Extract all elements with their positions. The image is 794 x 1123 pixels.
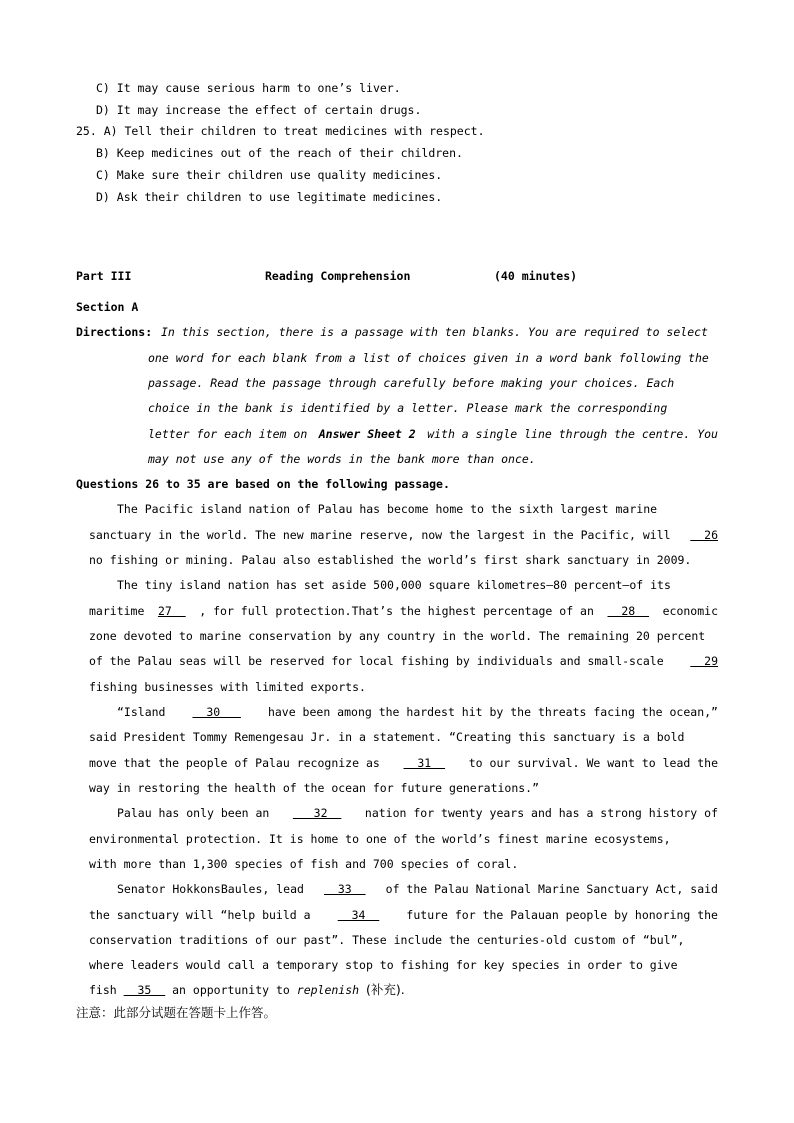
blank-27: 27 [157,604,186,618]
passage-text: of the Palau seas will be reserved for local fishing by individuals and small-scale [89,654,664,668]
passage-line [89,628,718,644]
option-24c: C) It may cause serious harm to one’s liver. [96,81,401,95]
passage-text: have been among the hardest hit by the threats facing the ocean,” [267,705,718,719]
passage-line: with more than 1,300 species of fish and 700 species of coral. [89,857,519,871]
passage-text: said President Tommy Remengesau Jr. in a statement. “Creating this sanctuary is a bold [89,730,685,744]
passage-text: future for the Palauan people by honoring the [406,908,718,922]
directions-line-2 [148,350,718,366]
blank-33: 33 [324,882,366,896]
directions-text: letter for each item on [148,427,308,441]
directions-line-5 [148,426,718,442]
passage-text: , for full protection.That’s the highest percentage of an [199,604,594,618]
part-time: (40 minutes) [494,269,578,283]
option-25c: C) Make sure their children use quality medicines. [96,168,443,182]
directions-label: Directions: [76,325,153,339]
passage-text: “Island [117,705,166,719]
passage-text: Senator HokkonsBaules, lead [117,882,304,896]
blank-26: 26 [690,528,718,542]
passage-text: nation for twenty years and has a strong history of [364,806,718,820]
passage-line [89,982,405,998]
blank-31: 31 [403,756,446,770]
directions-text: with a single line through the centre. You [427,427,718,441]
directions-text: In this section, there is a passage with ten blanks. You are required to select [161,325,708,339]
passage-text: an opportunity to [172,983,290,997]
passage-line [89,755,718,771]
passage-line [117,805,718,821]
directions-line-1 [161,324,718,340]
passage-line [89,653,718,669]
passage-line [89,603,718,619]
passage-text: move that the people of Palau recognize as [89,756,380,770]
passage-line: fishing businesses with limited exports. [89,680,366,694]
passage-text: the sanctuary will “help build a [89,908,311,922]
blank-32: 32 [292,806,342,820]
passage-text: of the Palau National Marine Sanctuary Act, said [385,882,718,896]
passage-line [89,831,718,847]
passage-line [117,704,718,720]
directions-text: one word for each blank from a list of choices given in a word bank following the [148,351,709,365]
blank-34: 34 [337,908,380,922]
passage-text: sanctuary in the world. The new marine reserve, now the largest in the Pacific, will [89,528,671,542]
passage-text: (补充). [366,982,405,997]
passage-line [117,577,718,593]
passage-line [117,881,718,897]
passage-text: The tiny island nation has set aside 500,000 square kilometres—80 percent—of its [117,578,671,592]
passage-line [89,527,718,543]
passage-line [89,932,718,948]
passage-text: economic [662,604,718,618]
questions-intro: Questions 26 to 35 are based on the following passage. [76,477,450,491]
passage-text: fish [89,983,117,997]
directions-line-6: may not use any of the words in the bank more than once. [148,452,536,466]
passage-line [89,729,718,745]
directions-line-4 [148,400,718,416]
part-title: Reading Comprehension [265,269,411,283]
passage-text: conservation traditions of our past”. These include the centuries-old custom of “bul”, [89,933,685,947]
passage-text: The Pacific island nation of Palau has become home to the sixth largest marine [117,502,658,516]
answer-note: 注意：此部分试题在答题卡上作答。 [76,1005,277,1020]
passage-line [89,957,718,973]
directions-line-3 [148,375,718,391]
blank-35: 35 [123,983,166,997]
answer-sheet-ref: Answer Sheet 2 [318,427,416,441]
directions-text: passage. Read the passage through carefully before making your choices. Each [148,376,675,390]
passage-text: Palau has only been an [117,806,270,820]
option-25a: 25. A) Tell their children to treat medicines with respect. [76,124,485,138]
passage-text: environmental protection. It is home to one of the world’s finest marine ecosystems, [89,832,671,846]
option-24d: D) It may increase the effect of certain drugs. [96,103,422,117]
passage-text: zone devoted to marine conservation by any country in the world. The remaining 20 percent [89,629,706,643]
blank-30: 30 [192,705,241,719]
passage-line: way in restoring the health of the ocean for future generations.” [89,781,540,795]
passage-text: where leaders would call a temporary stop to fishing for key species in order to give [89,958,678,972]
blank-28: 28 [607,604,650,618]
passage-line [89,907,718,923]
passage-line: no fishing or mining. Palau also established the world’s first shark sanctuary in 2009. [89,553,692,567]
passage-text: maritime [89,604,145,618]
passage-line [117,501,718,517]
option-25d: D) Ask their children to use legitimate medicines. [96,190,443,204]
blank-29: 29 [690,654,718,668]
directions-text: choice in the bank is identified by a letter. Please mark the corresponding [148,401,668,415]
passage-text: replenish [296,983,360,997]
passage-text: to our survival. We want to lead the [468,756,718,770]
section-title: Section A [76,300,139,314]
part-label: Part III [76,269,132,283]
option-25b: B) Keep medicines out of the reach of their children. [96,146,463,160]
